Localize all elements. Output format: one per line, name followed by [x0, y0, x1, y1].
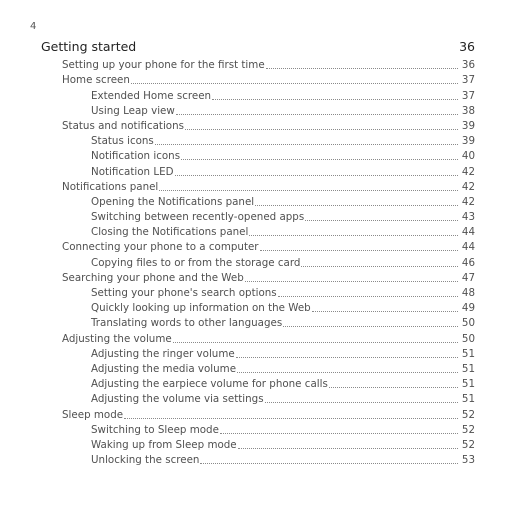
dot-leader: [200, 463, 458, 464]
dot-leader: [238, 448, 458, 449]
dot-leader: [249, 235, 458, 236]
toc-entry-page: 51: [461, 378, 475, 391]
dot-leader: [305, 220, 458, 221]
toc-entry-page: 39: [461, 119, 475, 132]
toc-section-entry[interactable]: [0, 178, 525, 193]
toc-entry-page: 52: [461, 408, 475, 421]
toc-entry-label: Adjusting the volume via settings: [91, 393, 264, 406]
toc-section-entry[interactable]: [0, 329, 525, 344]
toc-entry-label: Unlocking the screen: [91, 454, 200, 467]
toc-entry-label: Translating words to other languages: [91, 317, 283, 330]
dot-leader: [283, 326, 458, 327]
toc-entry-page: 47: [461, 271, 475, 284]
toc-subsection-entry[interactable]: [0, 132, 525, 147]
toc-entry-label: Notifications panel: [62, 180, 159, 193]
dot-leader: [173, 342, 458, 343]
toc-entry-label: Closing the Notifications panel: [91, 226, 249, 239]
toc-subsection-entry[interactable]: [0, 390, 525, 405]
toc-entry-label: Copying files to or from the storage card: [91, 256, 301, 269]
chapter-heading[interactable]: [41, 39, 475, 54]
toc-entry-page: 42: [461, 180, 475, 193]
toc-entry-label: Extended Home screen: [91, 89, 212, 102]
toc-entry-page: 39: [461, 135, 475, 148]
toc-subsection-entry[interactable]: [0, 421, 525, 436]
dot-leader: [237, 372, 458, 373]
toc-entry-page: 37: [461, 74, 475, 87]
toc-subsection-entry[interactable]: [0, 223, 525, 238]
toc-subsection-entry[interactable]: [0, 147, 525, 162]
dot-leader: [278, 296, 458, 297]
toc-entry-page: 36: [461, 59, 475, 72]
dot-leader: [329, 387, 458, 388]
chapter-page: 36: [459, 39, 475, 54]
toc-subsection-entry[interactable]: [0, 102, 525, 117]
toc-entry-page: 53: [461, 454, 475, 467]
toc-entry-page: 38: [461, 104, 475, 117]
toc-entry-label: Notification LED: [91, 165, 174, 178]
dot-leader: [159, 190, 458, 191]
toc-entry-page: 43: [461, 211, 475, 224]
toc-section-entry[interactable]: [0, 117, 525, 132]
toc-entry-page: 37: [461, 89, 475, 102]
toc-entry-label: Adjusting the earpiece volume for phone calls: [91, 378, 328, 391]
dot-leader: [220, 433, 458, 434]
dot-leader: [155, 144, 458, 145]
dot-leader: [131, 83, 458, 84]
toc-entry-label: Adjusting the media volume: [91, 362, 237, 375]
toc-subsection-entry[interactable]: [0, 253, 525, 268]
toc-entry-page: 42: [461, 165, 475, 178]
toc-entry-label: Waking up from Sleep mode: [91, 438, 237, 451]
toc-entry-label: Opening the Notifications panel: [91, 195, 255, 208]
toc-entry-page: 51: [461, 362, 475, 375]
toc-section-entry[interactable]: [0, 238, 525, 253]
dot-leader: [312, 311, 458, 312]
toc-entry-page: 46: [461, 256, 475, 269]
dot-leader: [260, 250, 458, 251]
table-of-contents: [0, 56, 525, 466]
toc-entry-page: 50: [461, 317, 475, 330]
toc-entry-page: 44: [461, 241, 475, 254]
toc-entry-label: Searching your phone and the Web: [62, 271, 244, 284]
toc-entry-label: Using Leap view: [91, 104, 175, 117]
toc-section-entry[interactable]: [0, 71, 525, 86]
chapter-title: Getting started: [41, 39, 137, 54]
toc-subsection-entry[interactable]: [0, 360, 525, 375]
dot-leader: [212, 99, 458, 100]
toc-entry-label: Setting your phone's search options: [91, 287, 277, 299]
dot-leader: [185, 129, 458, 130]
page-number: 4: [30, 21, 37, 32]
toc-entry-label: Setting up your phone for the first time: [62, 59, 265, 72]
toc-entry-page: 40: [461, 150, 475, 163]
toc-subsection-entry[interactable]: [0, 451, 525, 466]
toc-section-entry[interactable]: [0, 56, 525, 71]
toc-entry-page: 48: [461, 287, 475, 299]
dot-leader: [301, 266, 458, 267]
toc-entry-label: Status icons: [91, 135, 154, 148]
toc-subsection-entry[interactable]: [0, 345, 525, 360]
dot-leader: [265, 402, 458, 403]
dot-leader: [245, 281, 458, 282]
toc-entry-label: Notification icons: [91, 150, 181, 163]
dot-leader: [255, 205, 458, 206]
toc-section-entry[interactable]: [0, 405, 525, 420]
toc-section-entry[interactable]: [0, 269, 525, 284]
toc-entry-page: 50: [461, 332, 475, 345]
dot-leader: [175, 175, 458, 176]
toc-subsection-entry[interactable]: [0, 299, 525, 314]
toc-entry-page: 49: [461, 302, 475, 315]
toc-subsection-entry[interactable]: [0, 86, 525, 101]
toc-entry-page: 52: [461, 438, 475, 451]
toc-subsection-entry[interactable]: [0, 314, 525, 329]
toc-entry-label: Switching to Sleep mode: [91, 423, 219, 436]
toc-entry-page: 51: [461, 393, 475, 406]
toc-entry-label: Quickly looking up information on the Web: [91, 302, 311, 315]
toc-entry-label: Status and notifications: [62, 119, 184, 132]
dot-leader: [124, 418, 458, 419]
toc-entry-label: Connecting your phone to a computer: [62, 241, 259, 254]
toc-subsection-entry[interactable]: [0, 208, 525, 223]
toc-entry-label: Sleep mode: [62, 408, 124, 421]
toc-subsection-entry[interactable]: [0, 162, 525, 177]
toc-entry-page: 51: [461, 347, 475, 360]
toc-entry-label: Adjusting the volume: [62, 332, 172, 345]
toc-entry-page: 52: [461, 423, 475, 436]
toc-subsection-entry[interactable]: [0, 375, 525, 390]
toc-subsection-entry[interactable]: [0, 284, 525, 299]
toc-entry-label: Home screen: [62, 74, 130, 87]
toc-entry-label: Switching between recently-opened apps: [91, 211, 305, 224]
toc-subsection-entry[interactable]: [0, 436, 525, 451]
dot-leader: [176, 114, 458, 115]
toc-subsection-entry[interactable]: [0, 193, 525, 208]
dot-leader: [236, 357, 458, 358]
toc-entry-page: 44: [461, 226, 475, 239]
toc-entry-label: Adjusting the ringer volume: [91, 347, 235, 360]
dot-leader: [266, 68, 458, 69]
toc-entry-page: 42: [461, 195, 475, 208]
dot-leader: [181, 159, 458, 160]
